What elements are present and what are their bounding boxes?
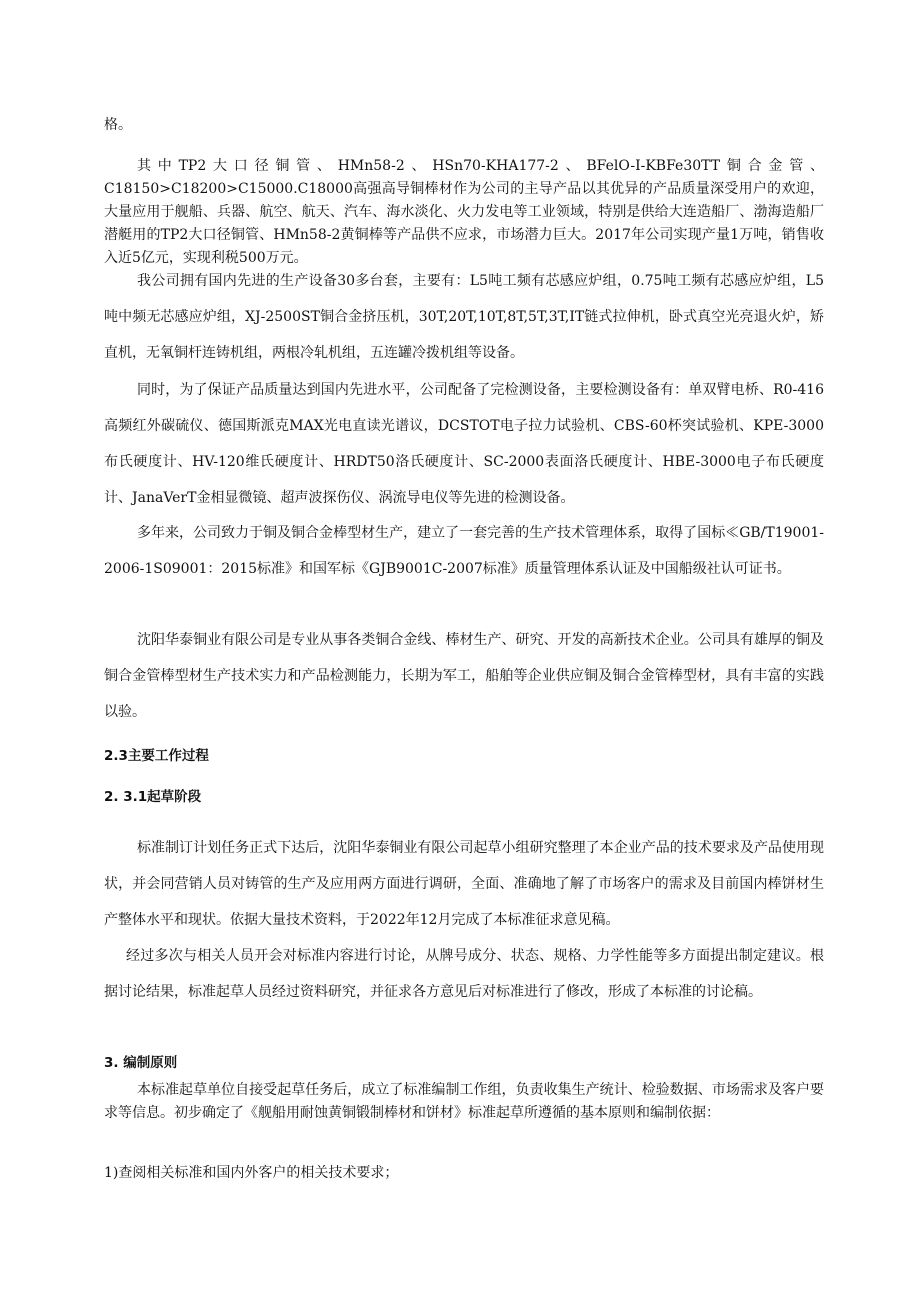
equipment-paragraph: 我公司拥有国内先进的生产设备30多台套，主要有：L5吨工频有芯感应炉组，0.75吨工频有芯感应炉组，L5吨中频无芯感应炉组，XJ-2500ST铜合金挤压机，30T,20T,10T,8T,5T,3T,IT链式拉伸机，卧式真空光亮退火炉，矫直机，无氧铜杆连铸机组，两根冷轧机组，五连罐冷拨机组等设备。 — [104, 273, 824, 361]
list-item-1: 1)查阅相关标准和国内外客户的相关技术要求； — [104, 1165, 399, 1181]
drafting-paragraph-1: 标准制订计划任务正式下达后，沈阳华泰铜业有限公司起草小组研究整理了本企业产品的技术要求及产品使用现状，并会同营销人员对铸管的生产及应用两方面进行调研，全面、准确地了解了市场客户的需求及目前国内棒饼材生产整体水平和现状。依据大量技术资料，于2022年12月完成了本标准征求意见稿。 — [104, 840, 824, 928]
section-heading-3: 3. 编制原则 — [104, 1055, 178, 1071]
drafting-paragraph-2: 经过多次与相关人员开会对标准内容进行讨论，从牌号成分、状态、规格、力学性能等多方面提出制定建议。根据讨论结果，标准起草人员经过资料研究，并征求各方意见后对标准进行了修改，形成了本标准的讨论稿。 — [104, 948, 824, 1000]
section-heading-2-3-1: 2. 3.1起草阶段 — [104, 789, 202, 805]
intro-end-text: 格。 — [104, 117, 132, 133]
principles-paragraph: 本标准起草单位自接受起草任务后，成立了标准编制工作组，负责收集生产统计、检验数据、市场需求及客户要求等信息。初步确定了《舰船用耐蚀黄铜锻制棒材和饼材》标准起草所遵循的基本原则和编制依据： — [104, 1082, 824, 1121]
testing-paragraph: 同时，为了保证产品质量达到国内先进水平，公司配备了完检测设备，主要检测设备有：单双臂电桥、R0-416高频红外碳硫仪、德国斯派克MAX光电直读光谱议，DCSTOT电子拉力试验机、CBS-60杯突试验机、KPE-3000布氏硬度计、HV-120维氏硬度计、HRDT50洛氏硬度计、SC-2000表面洛氏硬度计、HBE-3000电子布氏硬度计、JanaVerT金相显微镜、超声波探伤仪、涡流导电仪等先进的检测设备。 — [104, 382, 824, 506]
section-heading-2-3: 2.3主要工作过程 — [104, 748, 209, 764]
products-paragraph: 其中TP2大口径铜管、HMn58-2、HSn70-KHA177-2、BFelO-I-KBFe30TT铜合金管、C18150>C18200>C15000.C18000高强高导铜棒材作为公司的主导产品以其优异的产品质量深受用户的欢迎，大量应用于舰船、兵器、航空、航天、汽车、海水淡化、火力发电等工业领域，特别是供给大连造船厂、渤海造船厂潜艇用的TP2大口径铜管、HMn58-2黄铜棒等产品供不应求，市场潜力巨大。2017年公司实现产量1万吨，销售收入近5亿元，实现利税500万元。 — [104, 158, 824, 266]
certification-paragraph: 多年来，公司致力于铜及铜合金棒型材生产，建立了一套完善的生产技术管理体系，取得了国标≪GB/T19001-2006-1S09001：2015标准》和国军标《GJB9001C-2007标准》质量管理体系认证及中国船级社认可证书。 — [104, 525, 824, 577]
company-paragraph: 沈阳华泰铜业有限公司是专业从事各类铜合金线、棒材生产、研究、开发的高新技术企业。公司具有雄厚的铜及铜合金管棒型材生产技术实力和产品检测能力，长期为军工，船舶等企业供应铜及铜合金管棒型材，具有丰富的实践以验。 — [104, 632, 824, 720]
